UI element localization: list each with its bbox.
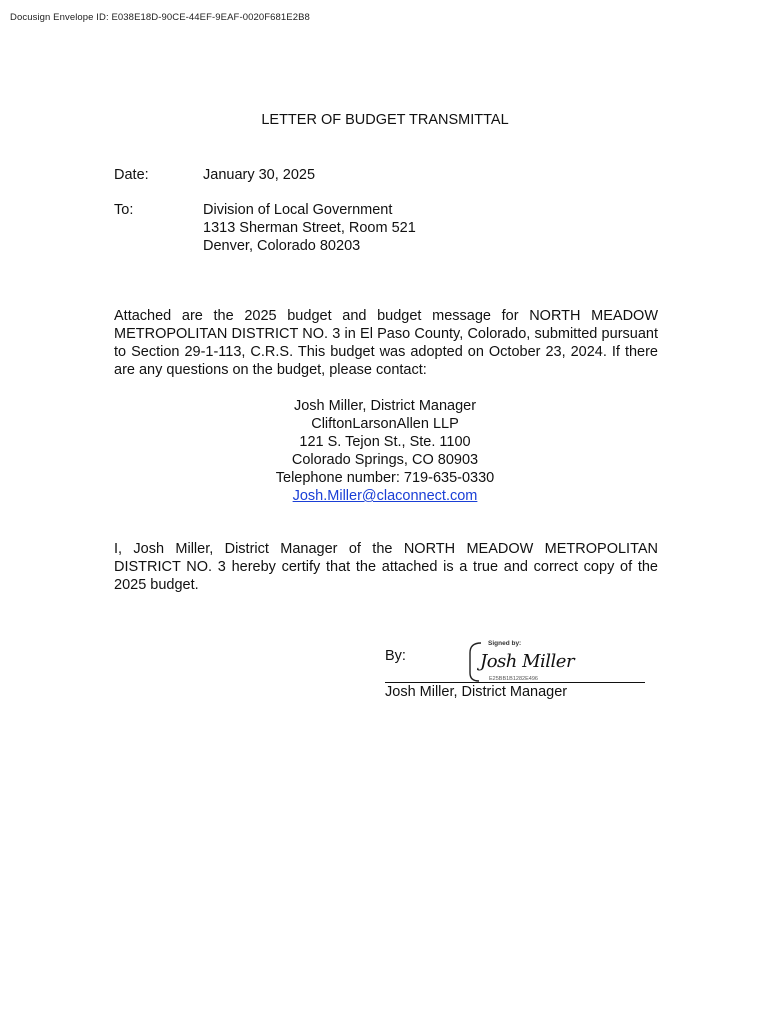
by-label: By: [385, 648, 406, 664]
transmittal-paragraph: Attached are the 2025 budget and budget message for NORTH MEADOW METROPOLITAN DISTRICT NO. 3 in El Paso County, Colorado, submitted pursuant to Section 29-1-113, C.R.S. This budget was adopted on October 23, 2024. If there are any questions on the budget, please contact: [114, 308, 658, 378]
contact-block [0, 397, 770, 505]
date-value: January 30, 2025 [203, 167, 316, 183]
date-label: Date: [114, 167, 149, 183]
contact-line: Telephone number: 719-635-0330 [275, 470, 495, 486]
certification-paragraph: I, Josh Miller, District Manager of the NORTH MEADOW METROPOLITAN DISTRICT NO. 3 hereby certify that the attached is a true and correct copy of the 2025 budget. [114, 541, 658, 593]
letter-title: LETTER OF BUDGET TRANSMITTAL [261, 112, 509, 128]
to-label: To: [114, 202, 134, 218]
signer-name: Josh Miller, District Manager [385, 684, 568, 700]
contact-line: Colorado Springs, CO 80903 [291, 452, 479, 468]
envelope-id: Docusign Envelope ID: E038E18D-90CE-44EF-9EAF-0020F681E2B8 [10, 12, 310, 23]
to-line: Division of Local Government [203, 202, 393, 218]
to-line: Denver, Colorado 80203 [203, 238, 361, 254]
signed-by-label: Signed by: [488, 640, 522, 647]
contact-line: CliftonLarsonAllen LLP [311, 416, 459, 432]
to-line: 1313 Sherman Street, Room 521 [203, 220, 416, 236]
contact-line: Josh Miller, District Manager [293, 398, 477, 414]
contact-line: 121 S. Tejon St., Ste. 1100 [299, 434, 471, 450]
signature-id: E25BB1B1282E496 [489, 676, 538, 682]
to-address [203, 201, 623, 255]
contact-email-link[interactable]: Josh.Miller@claconnect.com [292, 488, 478, 504]
signature-image: Josh Miller [480, 651, 575, 672]
signature-line [385, 682, 645, 683]
